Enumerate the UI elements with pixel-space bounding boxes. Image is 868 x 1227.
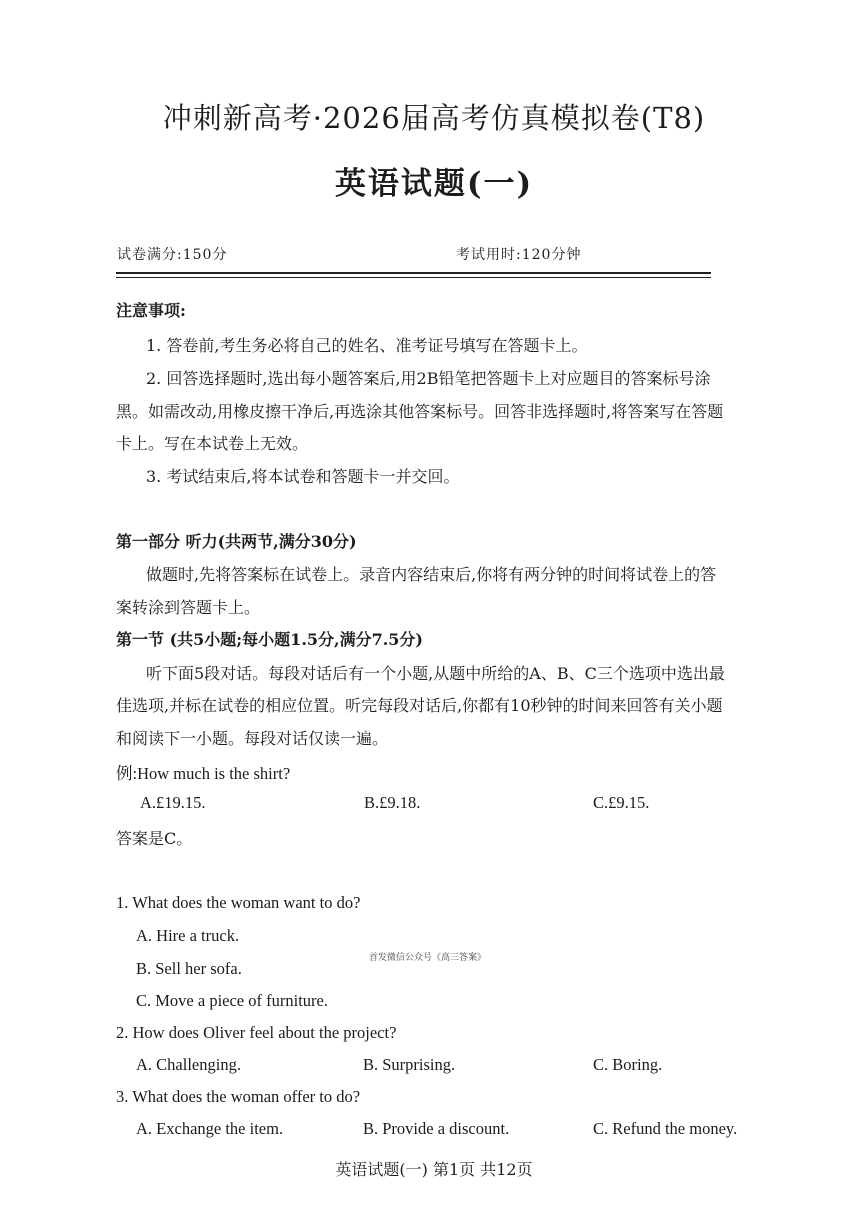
question-1-option-c: C. Move a piece of furniture. [136,991,328,1010]
part1-intro: 做题时,先将答案标在试卷上。录音内容结束后,你将有两分钟的时间将试卷上的答 [146,565,717,584]
exam-title: 冲刺新高考·2026届高考仿真模拟卷(T8) [162,101,706,135]
notice-item-1: 1. 答卷前,考生务必将自己的姓名、准考证号填写在答题卡上。 [146,336,588,355]
watermark-text: 首发微信公众号《高三答案》 [369,953,487,963]
example-answer: 答案是C。 [116,829,193,848]
header-rule-thin [116,277,711,278]
question-2-option-a: A. Challenging. [136,1055,241,1074]
notice-item-2: 2. 回答选择题时,选出每小题答案后,用2B铅笔把答题卡上对应题目的答案标号涂 [146,369,711,388]
question-1-option-a: A. Hire a truck. [136,926,240,945]
part1-intro-cont: 案转涂到答题卡上。 [116,598,261,617]
header-rule [116,272,711,274]
section1-instructions-cont: 佳选项,并标在试卷的相应位置。听完每段对话后,你都有10秒钟的时间来回答有关小题 [116,696,723,715]
part1-heading: 第一部分 听力(共两节,满分30分) [116,532,357,551]
example-option-c: C.£9.15. [593,793,650,812]
question-3-option-a: A. Exchange the item. [136,1119,284,1138]
question-2-option-b: B. Surprising. [363,1055,456,1074]
section1-heading: 第一节 (共5小题;每小题1.5分,满分7.5分) [116,630,423,649]
question-3-option-c: C. Refund the money. [593,1119,738,1138]
question-1-option-b: B. Sell her sofa. [136,959,242,978]
exam-time: 考试用时:120分钟 [456,247,582,263]
question-1: 1. What does the woman want to do? [116,893,361,912]
question-2-option-c: C. Boring. [593,1055,663,1074]
example-question: 例:How much is the shirt? [116,764,291,783]
question-3-option-b: B. Provide a discount. [363,1119,510,1138]
section1-instructions: 听下面5段对话。每段对话后有一个小题,从题中所给的A、B、C三个选项中选出最 [146,664,725,683]
notice-item-2-cont: 卡上。写在本试卷上无效。 [116,434,309,453]
section1-instructions-cont: 和阅读下一小题。每段对话仅读一遍。 [116,729,389,748]
question-3: 3. What does the woman offer to do? [116,1087,361,1106]
notice-item-3: 3. 考试结束后,将本试卷和答题卡一并交回。 [146,467,460,486]
full-score: 试卷满分:150分 [117,247,228,263]
notice-item-2-cont: 黑。如需改动,用橡皮擦干净后,再选涂其他答案标号。回答非选择题时,将答案写在答题 [116,402,724,421]
example-option-b: B.£9.18. [364,793,421,812]
exam-subtitle: 英语试题(一) [334,166,534,202]
example-option-a: A.£19.15. [140,793,206,812]
question-2: 2. How does Oliver feel about the project? [116,1023,397,1042]
notice-heading: 注意事项: [116,301,186,320]
page-footer: 英语试题(一) 第1页 共12页 [335,1160,533,1179]
